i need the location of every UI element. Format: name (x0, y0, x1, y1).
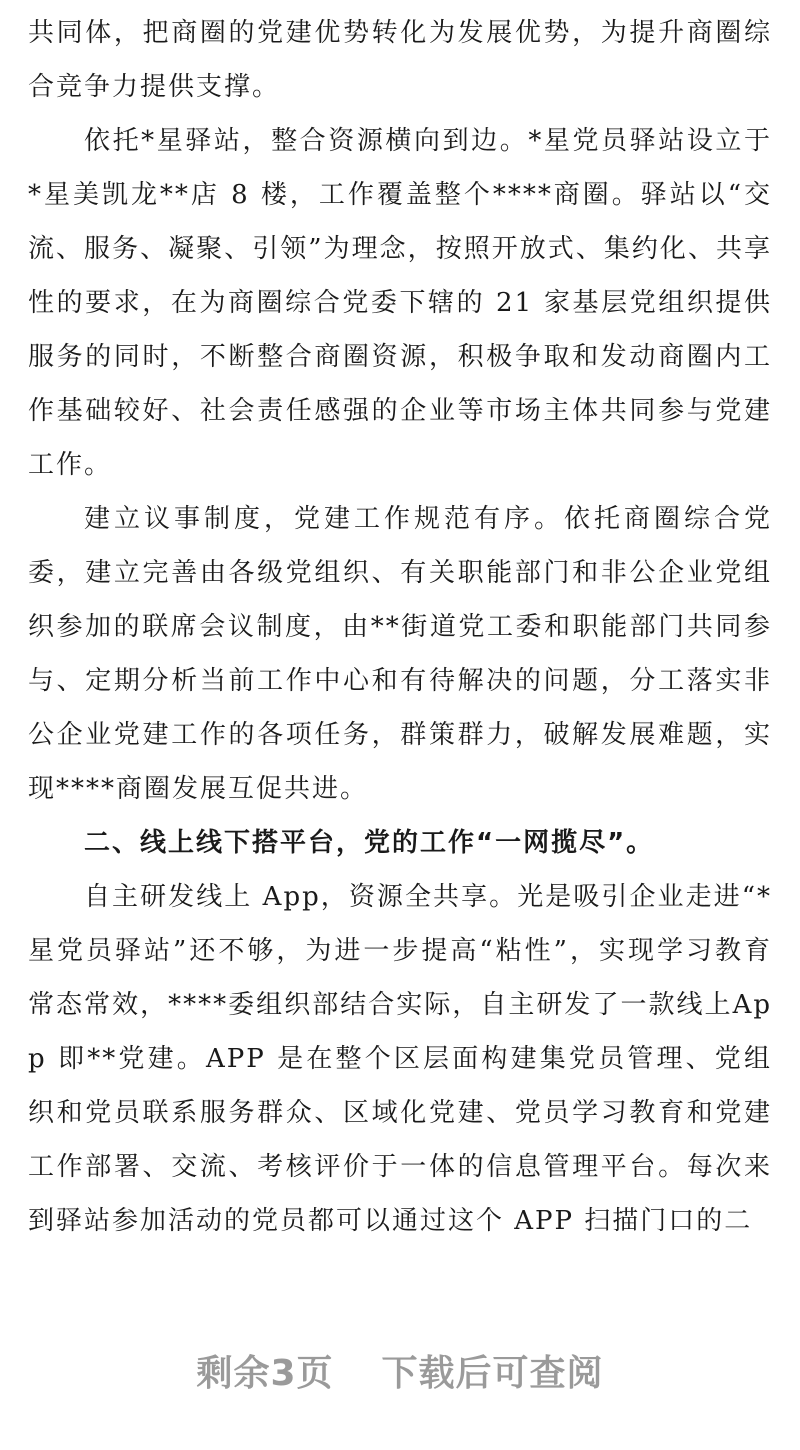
paragraph-app-development: 自主研发线上 App，资源全共享。光是吸引企业走进“*星党员驿站”还不够，为进一步提高“粘性”，实现学习教育常态常效，****委组织部结合实际，自主研发了一款线上App 即**党建。APP 是在整个区层面构建集党员管理、党组织和党员联系服务群众、区域化党建、党员学习教育和党建工作部署、交流、考核评价于一体的信息管理平台。每次来到驿站参加活动的党员都可以通过这个 APP 扫描门口的二 (28, 882, 772, 1236)
paragraph-continuation: 共同体，把商圈的党建优势转化为发展优势，为提升商圈综合竞争力提供支撑。 (28, 18, 772, 102)
section-heading-online-offline: 二、线上线下搭平台，党的工作“一网揽尽”。 (84, 828, 655, 858)
paragraph-meeting-system: 建立议事制度，党建工作规范有序。依托商圈综合党委，建立完善由各级党组织、有关职能部门和非公企业党组织参加的联席会议制度，由**街道党工委和职能部门共同参与、定期分析当前工作中心和有待解决的问题，分工落实非公企业党建工作的各项任务，群策群力，破解发展难题，实现****商圈发展互促共进。 (28, 504, 772, 804)
download-prompt[interactable] (0, 1345, 800, 1405)
remaining-pages-label[interactable]: 剩余3页 (196, 1353, 334, 1394)
document-body (28, 6, 772, 1248)
paragraph-resource-integration: 依托*星驿站，整合资源横向到边。*星党员驿站设立于*星美凯龙**店 8 楼，工作覆盖整个****商圈。驿站以“交流、服务、凝聚、引领”为理念，按照开放式、集约化、共享性的要求，在为商圈综合党委下辖的 21 家基层党组织提供服务的同时，不断整合商圈资源，积极争取和发动商圈内工作基础较好、社会责任感强的企业等市场主体共同参与党建工作。 (28, 126, 772, 480)
download-to-view-label[interactable]: 下载后可查阅 (381, 1353, 604, 1394)
